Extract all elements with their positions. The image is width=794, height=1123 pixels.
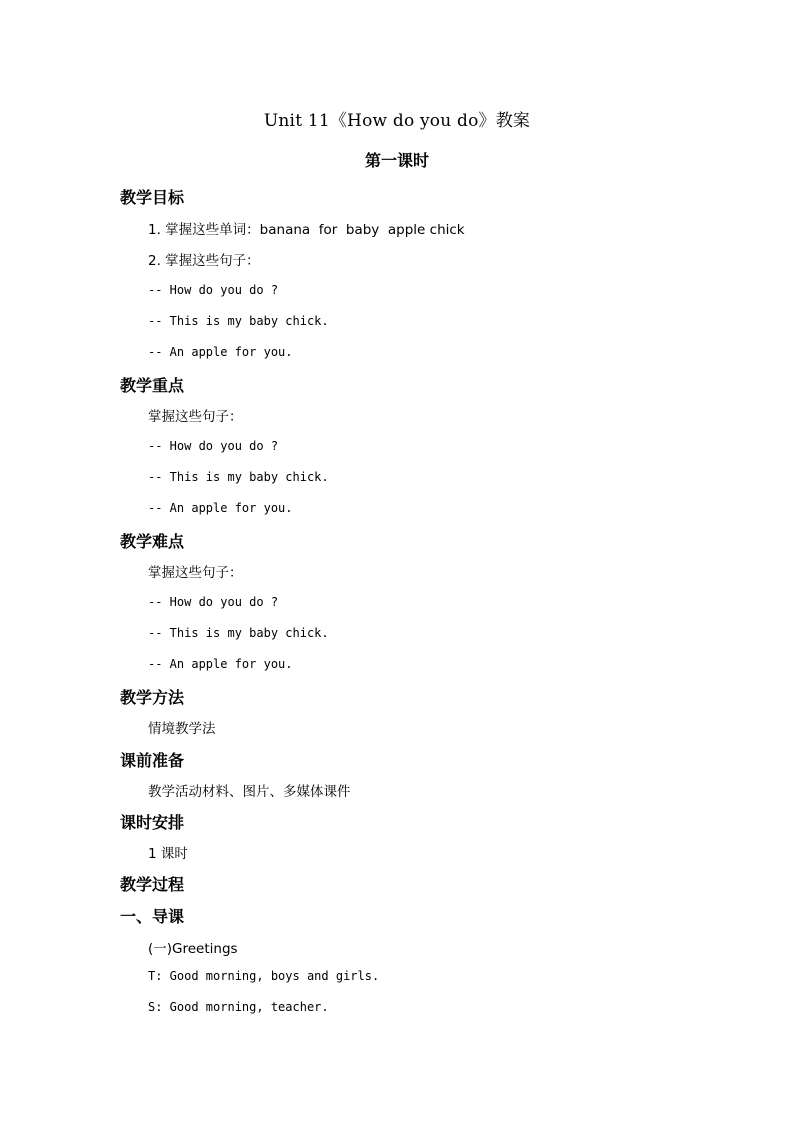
schedule-text: 1 课时	[148, 846, 188, 862]
method-text: 情境教学法	[148, 721, 216, 737]
lesson-subtitle: 第一课时	[364, 151, 429, 170]
difficulties-sentence-3: -- An apple for you.	[148, 657, 293, 671]
difficulties-heading: 教学难点	[120, 532, 185, 551]
key-points-sentence-1: -- How do you do ?	[148, 439, 279, 453]
process-subheading-intro: 一、导课	[120, 907, 185, 926]
key-points-heading: 教学重点	[120, 376, 185, 395]
teacher-line: T: Good morning, boys and girls.	[148, 969, 380, 983]
preparation-text: 教学活动材料、图片、多媒体课件	[148, 784, 351, 800]
objectives-sentence-3: -- An apple for you.	[148, 345, 293, 359]
objectives-item-1: 1. 掌握这些单词：banana for baby apple chick	[148, 222, 465, 238]
key-points-intro: 掌握这些句子：	[148, 409, 243, 425]
greetings-title: (一)Greetings	[148, 941, 238, 957]
difficulties-sentence-2: -- This is my baby chick.	[148, 626, 329, 640]
student-line: S: Good morning, teacher.	[148, 1000, 329, 1014]
process-heading: 教学过程	[120, 875, 185, 894]
objectives-item-2: 2. 掌握这些句子：	[148, 253, 260, 269]
objectives-sentence-2: -- This is my baby chick.	[148, 314, 329, 328]
objectives-sentence-1: -- How do you do ?	[148, 283, 279, 297]
document-title: Unit 11《How do you do》教案	[263, 111, 531, 131]
key-points-sentence-3: -- An apple for you.	[148, 501, 293, 515]
method-heading: 教学方法	[120, 688, 185, 707]
schedule-heading: 课时安排	[120, 813, 185, 832]
difficulties-sentence-1: -- How do you do ?	[148, 595, 279, 609]
objectives-heading: 教学目标	[120, 188, 185, 207]
preparation-heading: 课前准备	[120, 751, 185, 770]
key-points-sentence-2: -- This is my baby chick.	[148, 470, 329, 484]
difficulties-intro: 掌握这些句子：	[148, 565, 243, 581]
